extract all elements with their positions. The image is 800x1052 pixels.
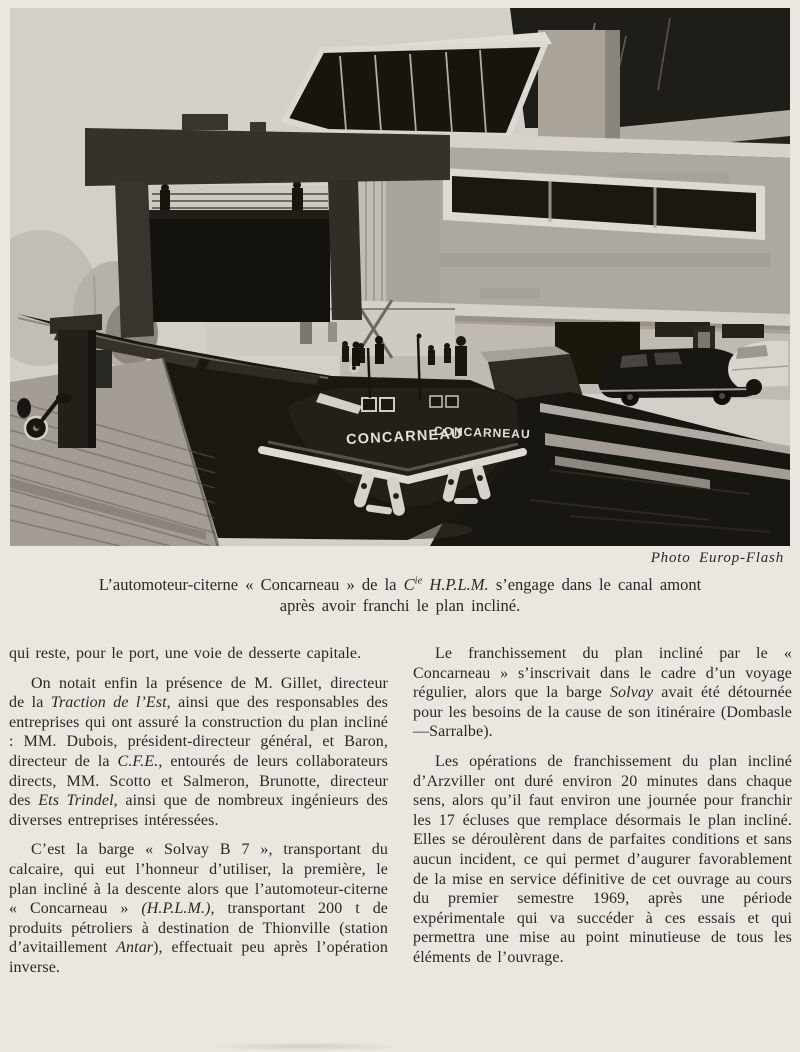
- paragraph: qui reste, pour le port, une voie de desserte capitale.: [9, 645, 362, 662]
- article-body: [9, 644, 792, 988]
- photo-caption: [0, 574, 800, 616]
- caption-line-2: après avoir franchi le plan incliné.: [279, 596, 521, 615]
- scan-smudge: [205, 1042, 405, 1051]
- paragraph: On notait enfin la présence de M. Gillet, directeur de la Traction de l’Est, ainsi que des responsables des entreprises qui ont assuré la construction du plan incliné : MM. Dubois, président-directeur général, et Baron, directeur de la C.F.E., entourés de leurs collaborateurs directs, MM. Scotto et Salmeron, Brunotte, directeur des Ets Trindel, ainsi que de nombreux ingénieurs des diverses entreprises intéressées.: [9, 674, 389, 829]
- column-left: [9, 644, 388, 988]
- barge-name-left: CONCARNEAU: [345, 426, 464, 449]
- photo-illustration: [10, 8, 790, 546]
- caption-line-1: L’automoteur-citerne « Concarneau » de la $C^{ie}$ H.P.L.M. s’engage dans le canal amont: [98, 575, 702, 594]
- barge-name-right: CONCARNEAU: [433, 423, 531, 442]
- paragraph: Le franchissement du plan incliné par le « Concarneau » s’inscrivait dans le cadre d’un voyage régulier, alors que la barge Solvay avait été détournée pour les besoins de la cause de son itinéraire (Dombasle—Sarralbe).: [413, 645, 792, 741]
- column-right: [413, 644, 792, 988]
- paragraph: Les opérations de franchissement du plan incliné d’Arzviller ont duré environ 20 minutes dans chaque sens, alors qu’il faut environ une journée pour franchir les 17 écluses que remplace désormais le plan incliné. Elles se déroulèrent dans de parfaites conditions et sans aucun incident, ce qui permet d’augurer favorablement de la mise en service définitive de cet ouvrage au cours du premier semestre 1969, après une période expérimentale qui va succéder à ces essais et qui permettra une mise au point minutieuse de tous les éléments de l’ouvrage.: [413, 752, 792, 966]
- photo: [10, 8, 790, 546]
- paragraph: C’est la barge « Solvay B 7 », transportant du calcaire, qui eut l’honneur d’utiliser, la première, le plan incliné à la descente alors que l’automoteur-citerne « Concarneau » (H.P.L.M.), transportant 200 t de produits pétroliers à destination de Thionville (station d’avitaillement Antar), effectuait peu après l’opération inverse.: [9, 841, 388, 976]
- photo-grain: [10, 8, 790, 546]
- photo-credit: Photo Europ-Flash: [650, 550, 784, 566]
